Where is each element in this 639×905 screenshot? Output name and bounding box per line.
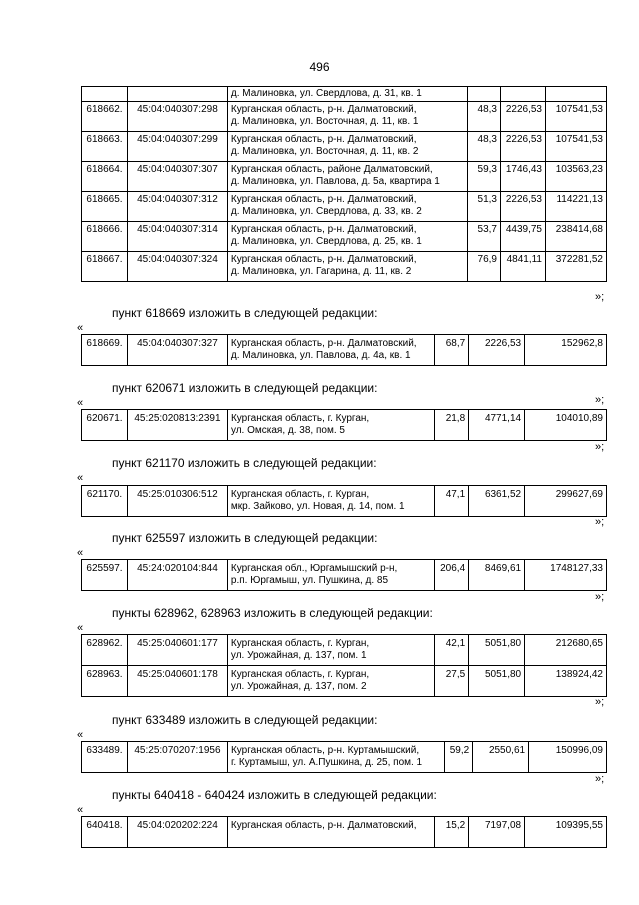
row-id-cell: 618663. <box>82 132 128 162</box>
row-id-cell: 618666. <box>82 222 128 252</box>
address-line-1: Курганская область, г. Курган, <box>230 669 370 680</box>
close-quote: »; <box>595 394 605 406</box>
address-line-2: д. Малиновка, ул. Восточная, д. 11, кв. 1 <box>230 116 419 127</box>
close-quote: »; <box>595 773 605 785</box>
rate-cell: 8469,61 <box>469 560 525 591</box>
area-cell: 27,5 <box>435 666 469 697</box>
address-cell: д. Малиновка, ул. Свердлова, д. 31, кв. 1 <box>227 87 467 102</box>
address-line-1: Курганская область, р-н. Далматовский, <box>230 254 417 265</box>
address-line-2: д. Малиновка, ул. Гагарина, д. 11, кв. 2 <box>230 266 412 277</box>
cadastre-number-cell: 45:04:020202:224 <box>127 817 227 848</box>
row-id-cell: 618667. <box>82 252 128 282</box>
area-cell: 15,2 <box>435 817 469 848</box>
area-cell: 51,3 <box>468 192 501 222</box>
address-cell <box>227 666 434 697</box>
address-line-2: г. Куртамыш, ул. А.Пушкина, д. 25, пом. 1 <box>230 757 423 768</box>
address-line-2: д. Малиновка, ул. Свердлова, д. 33, кв. 2 <box>230 206 422 217</box>
table-row <box>82 635 607 666</box>
row-id-cell: 618664. <box>82 162 128 192</box>
main-table <box>81 86 607 282</box>
address-line-2: ул. Омская, д. 38, пом. 5 <box>230 425 345 436</box>
section-table <box>81 334 607 366</box>
area-cell: 47,1 <box>435 486 469 517</box>
address-line-1: Курганская область, р-н. Куртамышский, <box>230 745 420 756</box>
address-line-1: Курганская обл., Юргамышский р-н, <box>230 563 398 574</box>
value-cell: 109395,55 <box>525 817 607 848</box>
close-quote: »; <box>595 291 605 303</box>
table-row <box>82 87 607 102</box>
address-cell <box>227 742 444 773</box>
table-row <box>82 162 607 192</box>
section-intro-text: пункт 620671 изложить в следующей редакции: <box>112 381 378 395</box>
address-line-2: ул. Урожайная, д. 137, пом. 1 <box>230 650 367 661</box>
table-row <box>82 666 607 697</box>
value-cell: 114221,13 <box>545 192 606 222</box>
row-id-cell: 618665. <box>82 192 128 222</box>
section-table <box>81 485 607 517</box>
close-quote: »; <box>595 696 605 708</box>
area-cell: 42,1 <box>435 635 469 666</box>
row-id-cell: 620671. <box>82 410 128 441</box>
area-cell: 76,9 <box>468 252 501 282</box>
section-intro-text: пункт 633489 изложить в следующей редакции: <box>112 713 378 727</box>
address-line-1: Курганская область, г. Курган, <box>230 638 370 649</box>
section-intro-text: пункты 640418 - 640424 изложить в следующей редакции: <box>112 788 437 802</box>
value-cell: 150996,09 <box>529 742 607 773</box>
cadastre-number-cell: 45:04:040307:299 <box>127 132 227 162</box>
value-cell: 299627,69 <box>525 486 607 517</box>
cadastre-number-cell: 45:04:040307:324 <box>127 252 227 282</box>
address-cell <box>227 132 467 162</box>
value-cell: 372281,52 <box>545 252 606 282</box>
value-cell: 1748127,33 <box>525 560 607 591</box>
address-cell <box>227 560 434 591</box>
section-table <box>81 741 607 773</box>
area-cell: 59,2 <box>445 742 473 773</box>
area-cell: 48,3 <box>468 102 501 132</box>
address-line-1: Курганская область, р-н. Далматовский, <box>230 338 417 349</box>
section-table <box>81 816 607 848</box>
section-intro-text: пункты 628962, 628963 изложить в следующей редакции: <box>112 606 433 620</box>
address-cell <box>227 486 434 517</box>
value-cell: 107541,53 <box>545 132 606 162</box>
row-id-cell: 628963. <box>82 666 128 697</box>
address-line-2: д. Малиновка, ул. Павлова, д. 5а, квартира 1 <box>230 176 440 187</box>
cadastre-number-cell: 45:25:040601:177 <box>127 635 227 666</box>
address-line-1: Курганская область, р-н. Далматовский, <box>230 820 417 831</box>
cadastre-number-cell: 45:24:020104:844 <box>127 560 227 591</box>
rate-cell: 5051,80 <box>469 635 525 666</box>
value-cell: 238414,68 <box>545 222 606 252</box>
cadastre-number-cell: 45:04:040307:307 <box>127 162 227 192</box>
address-cell <box>227 222 467 252</box>
area-cell: 21,8 <box>435 410 469 441</box>
address-line-2: ул. Урожайная, д. 137, пом. 2 <box>230 681 367 692</box>
close-quote: »; <box>595 516 605 528</box>
cadastre-number-cell: 45:25:040601:178 <box>127 666 227 697</box>
row-id-cell: 621170. <box>82 486 128 517</box>
rate-cell: 4771,14 <box>469 410 525 441</box>
table-row <box>82 486 607 517</box>
value-cell: 212680,65 <box>525 635 607 666</box>
rate-cell: 2226,53 <box>501 102 546 132</box>
open-quote: « <box>77 729 84 741</box>
value-cell: 138924,42 <box>525 666 607 697</box>
open-quote: « <box>77 397 84 409</box>
address-line-1: Курганская область, районе Далматовский, <box>230 164 433 175</box>
address-line-1: Курганская область, р-н. Далматовский, <box>230 134 417 145</box>
value-cell: 103563,23 <box>545 162 606 192</box>
address-cell <box>227 335 434 366</box>
open-quote: « <box>77 472 84 484</box>
address-cell <box>227 635 434 666</box>
area-cell: 206,4 <box>435 560 469 591</box>
address-line-2: д. Малиновка, ул. Свердлова, д. 25, кв. 1 <box>230 236 422 247</box>
area-cell: 59,3 <box>468 162 501 192</box>
cadastre-number-cell: 45:04:040307:327 <box>127 335 227 366</box>
table-row <box>82 742 607 773</box>
value-cell: 107541,53 <box>545 102 606 132</box>
address-line-1: Курганская область, р-н. Далматовский, <box>230 104 417 115</box>
row-id-cell: 640418. <box>82 817 128 848</box>
rate-cell: 2226,53 <box>501 132 546 162</box>
address-line-1: Курганская область, г. Курган, <box>230 489 370 500</box>
close-quote: »; <box>595 591 605 603</box>
address-cell <box>227 252 467 282</box>
page-number: 496 <box>309 60 330 74</box>
row-id-cell: 633489. <box>82 742 128 773</box>
rate-cell: 7197,08 <box>469 817 525 848</box>
address-cell <box>227 410 434 441</box>
address-line-1: Курганская область, г. Курган, <box>230 413 370 424</box>
address-line-2: мкр. Зайково, ул. Новая, д. 14, пом. 1 <box>230 501 405 512</box>
section-intro-text: пункт 625597 изложить в следующей редакции: <box>112 531 378 545</box>
cadastre-number-cell: 45:04:040307:298 <box>127 102 227 132</box>
table-row <box>82 132 607 162</box>
cadastre-number-cell: 45:04:040307:312 <box>127 192 227 222</box>
close-quote: »; <box>595 441 605 453</box>
rate-cell: 2550,61 <box>473 742 529 773</box>
address-line-1: Курганская область, р-н. Далматовский, <box>230 194 417 205</box>
table-row <box>82 335 607 366</box>
address-line-2: д. Малиновка, ул. Павлова, д. 4а, кв. 1 <box>230 350 411 361</box>
address-cell <box>227 817 434 848</box>
section-table <box>81 409 607 441</box>
value-cell: 104010,89 <box>525 410 607 441</box>
open-quote: « <box>77 804 84 816</box>
rate-cell: 4841,11 <box>501 252 546 282</box>
value-cell: 152962,8 <box>525 335 607 366</box>
cadastre-number-cell: 45:25:010306:512 <box>127 486 227 517</box>
cadastre-number-cell: 45:25:070207:1956 <box>127 742 227 773</box>
row-id-cell: 618669. <box>82 335 128 366</box>
table-row <box>82 817 607 848</box>
address-line-2: р.п. Юргамыш, ул. Пушкина, д. 85 <box>230 575 389 586</box>
open-quote: « <box>77 622 84 634</box>
table-row <box>82 252 607 282</box>
open-quote: « <box>77 547 84 559</box>
address-cell <box>227 162 467 192</box>
open-quote: « <box>77 322 84 334</box>
address-cell <box>227 192 467 222</box>
rate-cell: 6361,52 <box>469 486 525 517</box>
cadastre-number-cell: 45:25:020813:2391 <box>127 410 227 441</box>
row-id-cell: 618662. <box>82 102 128 132</box>
rate-cell: 2226,53 <box>469 335 525 366</box>
section-intro-text: пункт 621170 изложить в следующей редакции: <box>112 456 377 470</box>
section-intro-text: пункт 618669 изложить в следующей редакции: <box>112 306 378 320</box>
area-cell: 48,3 <box>468 132 501 162</box>
table-row <box>82 410 607 441</box>
table-row <box>82 222 607 252</box>
rate-cell: 5051,80 <box>469 666 525 697</box>
row-id-cell: 628962. <box>82 635 128 666</box>
rate-cell: 1746,43 <box>501 162 546 192</box>
address-line-2: д. Малиновка, ул. Восточная, д. 11, кв. 2 <box>230 146 419 157</box>
table-row <box>82 560 607 591</box>
table-row <box>82 192 607 222</box>
row-id-cell: 625597. <box>82 560 128 591</box>
address-cell <box>227 102 467 132</box>
address-line-1: Курганская область, р-н. Далматовский, <box>230 224 417 235</box>
section-table <box>81 559 607 591</box>
cadastre-number-cell: 45:04:040307:314 <box>127 222 227 252</box>
rate-cell: 2226,53 <box>501 192 546 222</box>
rate-cell: 4439,75 <box>501 222 546 252</box>
area-cell: 53,7 <box>468 222 501 252</box>
table-row <box>82 102 607 132</box>
section-table <box>81 634 607 697</box>
area-cell: 68,7 <box>435 335 469 366</box>
